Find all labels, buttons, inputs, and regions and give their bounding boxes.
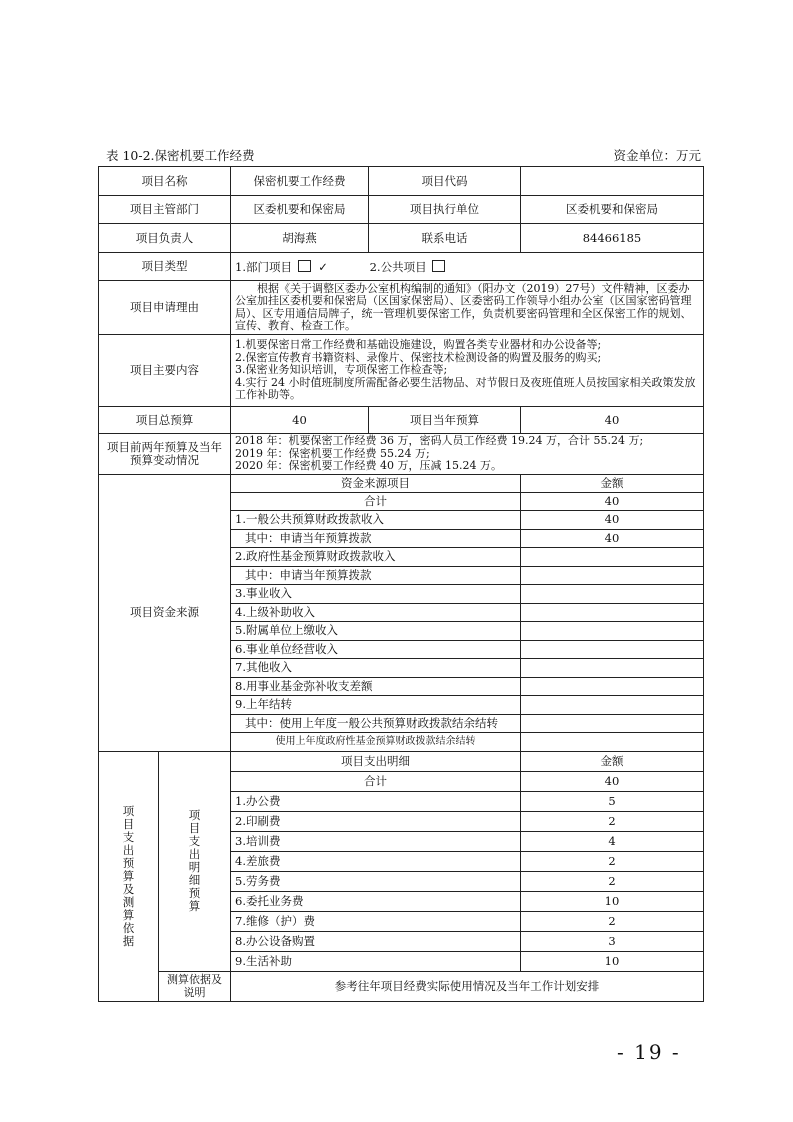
project-type-options (231, 253, 704, 281)
table-row: 2.政府性基金预算财政拨款收入 (231, 548, 521, 567)
expense-detail-label: 项目支出明细预算 (159, 751, 231, 971)
table-row: 4.上级补助收入 (231, 603, 521, 622)
table-row: 合计 (231, 492, 521, 511)
content-text: 1.机要保密日常工作经费和基础设施建设，购置各类专业器材和办公设备等; 2.保密宣传教育书籍资料、录像片、保密技术检测设备的购置及服务的购买; 3.保密业务知识培训，专项保密工作检查等; 4.实行 24 小时值班制度所需配备必要生活物品、对节假日及夜班值班人员按国家相关政策发放工作补助等。 (231, 335, 704, 407)
table-row: 合计 (231, 771, 521, 791)
table-row: 1.一般公共预算财政拨款收入 (231, 511, 521, 530)
exec-unit-label: 项目执行单位 (369, 196, 521, 224)
type-option-public: 2.公共项目 (369, 259, 427, 274)
reason-label: 项目申请理由 (99, 281, 231, 335)
table-row: 7.其他收入 (231, 659, 521, 678)
owner-value: 胡海燕 (231, 224, 369, 253)
table-row: 5.劳务费 (231, 871, 521, 891)
total-budget-value: 40 (231, 407, 369, 434)
table-row: 3.培训费 (231, 831, 521, 851)
expense-section-label: 项目支出预算及测算依据 (99, 751, 159, 1001)
basis-text: 参考往年项目经费实际使用情况及当年工作计划安排 (231, 971, 704, 1001)
table-row: 6.委托业务费 (231, 891, 521, 911)
budget-change-label: 项目前两年预算及当年预算变动情况 (99, 434, 231, 475)
table-row: 2.印刷费 (231, 811, 521, 831)
dept-value: 区委机要和保密局 (231, 196, 369, 224)
expense-header-item: 项目支出明细 (231, 751, 521, 771)
table-caption: 表 10-2.保密机要工作经费 (106, 148, 255, 163)
dept-label: 项目主管部门 (99, 196, 231, 224)
table-row: 9.生活补助 (231, 951, 521, 971)
checkmark-icon: ✓ (318, 259, 328, 274)
project-code-label: 项目代码 (369, 167, 521, 196)
budget-change-text: 2018 年：机要保密工作经费 36 万，密码人员工作经费 19.24 万，合计 55.24 万; 2019 年：保密机要工作经费 55.24 万; 2020 年：保密机要工作经费 40 万，压减 15.24 万。 (231, 434, 704, 475)
exec-unit-value: 区委机要和保密局 (521, 196, 704, 224)
expense-header-amount: 金额 (521, 751, 704, 771)
funding-source-label: 项目资金来源 (99, 474, 231, 751)
table-row: 6.事业单位经营收入 (231, 640, 521, 659)
owner-label: 项目负责人 (99, 224, 231, 253)
table-row: 9.上年结转 (231, 696, 521, 715)
table-row: 其中：申请当年预算拨款 (231, 529, 521, 548)
table-row: 3.事业收入 (231, 585, 521, 604)
checkbox-icon (298, 260, 311, 272)
total-budget-label: 项目总预算 (99, 407, 231, 434)
basis-label: 测算依据及说明 (159, 971, 231, 1001)
project-type-label: 项目类型 (99, 253, 231, 281)
table-row: 8.办公设备购置 (231, 931, 521, 951)
table-row: 其中：申请当年预算拨款 (231, 566, 521, 585)
year-budget-value: 40 (521, 407, 704, 434)
phone-label: 联系电话 (369, 224, 521, 253)
project-name-value: 保密机要工作经费 (231, 167, 369, 196)
project-name-label: 项目名称 (99, 167, 231, 196)
project-code-value (521, 167, 704, 196)
year-budget-label: 项目当年预算 (369, 407, 521, 434)
type-option-department: 1.部门项目 (235, 259, 292, 274)
table-row: 其中：使用上年度一般公共预算财政拨款结余结转 (231, 714, 521, 733)
table-row: 4.差旅费 (231, 851, 521, 871)
checkbox-icon (432, 260, 445, 272)
reason-text: 根据《关于调整区委办公室机构编制的通知》（阳办文（2019）27号）文件精神，区委办公室加挂区委机要和保密局（区国家保密局）、区委密码工作领导小组办公室（区国家密码管理局）、区专用通信局牌子，统一管理机要保密工作，负责机要密码管理和全区保密工作的规划、宣传、教育、检查工作。 (231, 281, 704, 335)
table-row: 使用上年度政府性基金预算财政拨款结余结转 (231, 733, 521, 752)
funding-header-amount: 金额 (521, 474, 704, 492)
table-row: 5.附属单位上缴收入 (231, 622, 521, 641)
phone-value: 84466185 (521, 224, 704, 253)
page-number: - 19 - (617, 1040, 681, 1064)
funding-header-item: 资金来源项目 (231, 474, 521, 492)
content-label: 项目主要内容 (99, 335, 231, 407)
funding-unit: 资金单位：万元 (613, 148, 701, 163)
table-row: 8.用事业基金弥补收支差额 (231, 677, 521, 696)
table-row: 7.维修（护）费 (231, 911, 521, 931)
project-budget-grid: 项目名称 保密机要工作经费 项目代码 项目主管部门 区委机要和保密局 项目执行单位 区委机要和保密局 项目负责人 胡海燕 联系电话 84466185 项目类型 1.部门项目 ✓ 2.公共项目 项目申请理由 根据《关于调整区委办公室机构编制的通知》（阳办文（2019）27号）文件精神，区委办公室加挂区委机要和保密局（区国家保密局）、区委密码工作领导小组办公室（区国家密码管理局）、区专用通信局牌子，统一管理机要保密工作，负责机要密码管理和全区保密工作的规划、宣传、教育、检查工作。 项目主要内容 1.机要保密日常工作经费和基础设施建设，购置各类专业器材和办公设备等; 2.保密宣传教育书籍资料、录像片、保密技术检测设备的购置及服务的购买; 3.保密业务知识培训，专项保密工作检查等; 4.实行 24 小时值班制度所需配备必要生活物品、对节假日及夜班值班人员按国家相关政策发放工作补助等。 项目总预算 40 项目当年预算 40 项目前两年预算及当年预算变动情况 2018 年：机要保密工作经费 36 万，密码人员工作经费 19.24 万，合计 55.24 万; 2019 年：保密机要工作经费 55.24 万; 2020 年：保密机要工作经费 40 万，压减 15.24 万。 项目资金来源 资金来源项目 金额 合计 40 1.一般公共预算财政拨款收入 40 其中：申请当年预算拨款 40 2.政府性基金预算财政拨款收入 其中：申请当年预算拨款 3.事业收入 4.上级补助收入 5.附属单位上缴收入 6.事业单位经营收入 7.其他收入 8.用事业基金弥补收支差额 9.上年结转 其中：使用上年度一般公共预算财政拨款结余结转 使用上年度政府性基金预算财政拨款结余结转 项目支出预算及测算依据 项目支出明细预算 项目支出明细 金额 合计 40 1.办公费 5 2.印刷费 2 3.培训费 4 4.差旅费 2 5.劳务费 2 6.委托业务费 10 7.维修（护）费 2 8.办公设备购置 3 9.生活补助 10 测算依据及说明 参考往年项目经费实际使用情况及当年工作计划安排 (98, 166, 704, 1002)
table-row: 1.办公费 (231, 791, 521, 811)
